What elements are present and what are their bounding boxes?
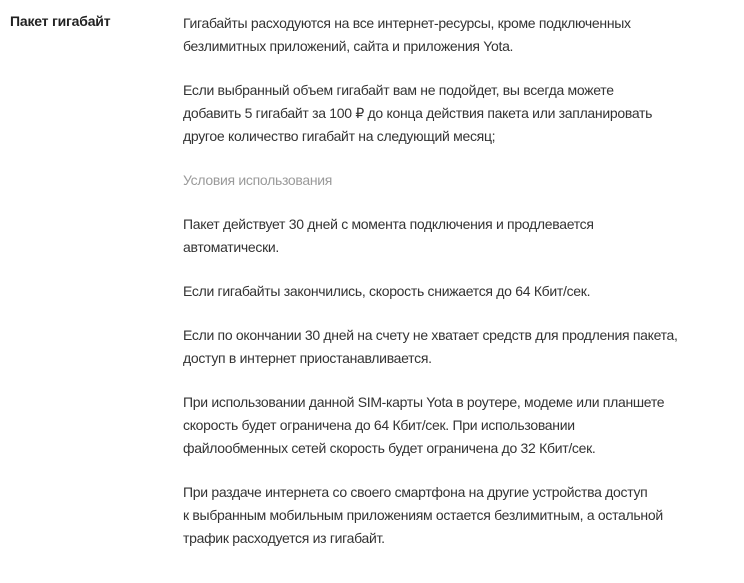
text-line: трафик расходуется из гигабайт. xyxy=(183,530,385,546)
text-line: Гигабайты расходуются на все интернет-ресурсы, кроме подключенных xyxy=(183,15,631,31)
condition-paragraph xyxy=(183,280,743,303)
text-line: Если выбранный объем гигабайт вам не подойдет, вы всегда можете xyxy=(183,82,614,98)
text-line: добавить 5 гигабайт за 100 ₽ до конца действия пакета или запланировать xyxy=(183,105,653,121)
text-line: доступ в интернет приостанавливается. xyxy=(183,350,432,366)
condition-paragraph xyxy=(183,391,743,460)
condition-paragraph xyxy=(183,324,743,370)
text-line: другое количество гигабайт на следующий месяц; xyxy=(183,128,496,144)
text-line: При раздаче интернета со своего смартфона на другие устройства доступ xyxy=(183,484,648,500)
text-line: Пакет действует 30 дней с момента подключения и продлевается xyxy=(183,216,594,232)
text-line: скорость будет ограничена до 64 Кбит/сек. При использовании xyxy=(183,417,575,433)
text-line: файлообменных сетей скорость будет ограничена до 32 Кбит/сек. xyxy=(183,440,596,456)
intro-paragraph xyxy=(183,12,743,58)
section-content xyxy=(183,12,743,571)
text-line: автоматически. xyxy=(183,239,280,255)
text-line: При использовании данной SIM-карты Yota в роутере, модеме или планшете xyxy=(183,394,665,410)
text-line: Если гигабайты закончились, скорость снижается до 64 Кбит/сек. xyxy=(183,283,591,299)
condition-paragraph xyxy=(183,213,743,259)
text-line: Если по окончании 30 дней на счету не хватает средств для продления пакета, xyxy=(183,327,678,343)
intro-paragraph xyxy=(183,79,743,148)
text-line: безлимитных приложений, сайта и приложения Yota. xyxy=(183,38,514,54)
conditions-heading: Условия использования xyxy=(183,172,333,188)
condition-paragraph xyxy=(183,481,743,550)
section-title: Пакет гигабайт xyxy=(10,13,111,29)
text-line: к выбранным мобильным приложениям остается безлимитным, а остальной xyxy=(183,507,663,523)
